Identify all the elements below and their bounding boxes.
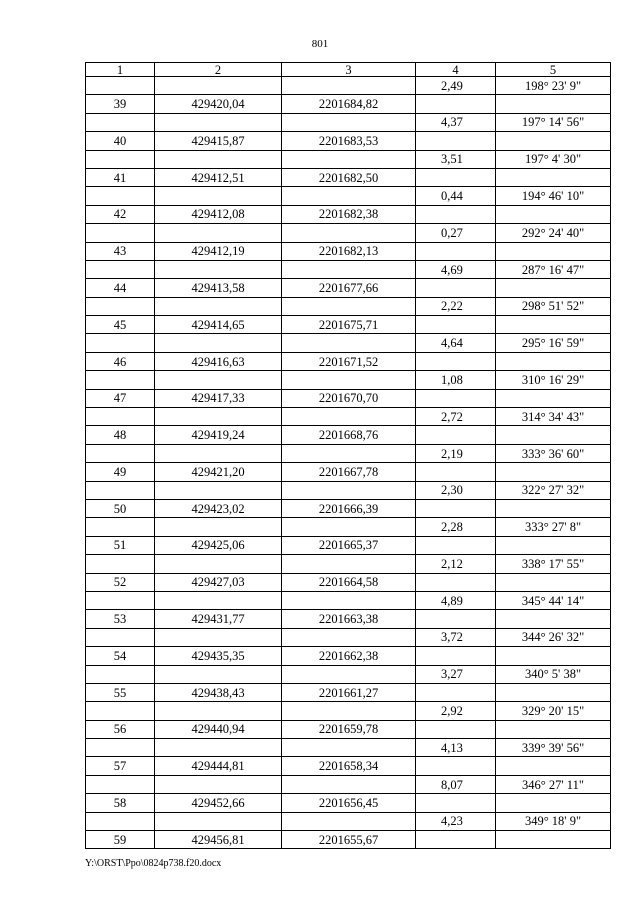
- table-row: [86, 463, 611, 481]
- bearing-cell: 346° 27' 11": [496, 775, 611, 793]
- distance-cell: 4,69: [416, 260, 496, 278]
- point-number-cell: [86, 444, 155, 462]
- x-coordinate-cell: 429419,24: [155, 426, 282, 444]
- y-coordinate-cell: [282, 444, 416, 462]
- bearing-cell: [496, 757, 611, 775]
- y-coordinate-cell: 2201671,52: [282, 352, 416, 370]
- y-coordinate-cell: 2201683,53: [282, 132, 416, 150]
- bearing-cell: [496, 794, 611, 812]
- point-number-cell: [86, 224, 155, 242]
- distance-cell: 4,64: [416, 334, 496, 352]
- bearing-cell: [496, 389, 611, 407]
- bearing-cell: 310° 16' 29": [496, 371, 611, 389]
- x-coordinate-cell: [155, 518, 282, 536]
- bearing-cell: 298° 51' 52": [496, 297, 611, 315]
- x-coordinate-cell: [155, 444, 282, 462]
- table-row: [86, 316, 611, 334]
- point-number-cell: 57: [86, 757, 155, 775]
- y-coordinate-cell: [282, 702, 416, 720]
- point-number-cell: 45: [86, 316, 155, 334]
- bearing-cell: 198° 23' 9": [496, 77, 611, 95]
- point-number-cell: [86, 665, 155, 683]
- bearing-cell: 344° 26' 32": [496, 628, 611, 646]
- point-number-cell: 42: [86, 205, 155, 223]
- x-coordinate-cell: 429456,81: [155, 831, 282, 849]
- distance-cell: [416, 757, 496, 775]
- point-number-cell: [86, 739, 155, 757]
- distance-cell: [416, 831, 496, 849]
- distance-cell: [416, 279, 496, 297]
- x-coordinate-cell: 429425,06: [155, 536, 282, 554]
- header-row: [86, 63, 611, 77]
- table-row: [86, 775, 611, 793]
- header-col-3: 3: [282, 63, 416, 77]
- point-number-cell: [86, 702, 155, 720]
- table-row: [86, 187, 611, 205]
- distance-cell: 2,19: [416, 444, 496, 462]
- bearing-cell: [496, 316, 611, 334]
- distance-cell: 2,12: [416, 555, 496, 573]
- point-number-cell: 55: [86, 683, 155, 701]
- point-number-cell: [86, 260, 155, 278]
- bearing-cell: [496, 536, 611, 554]
- distance-cell: 2,30: [416, 481, 496, 499]
- distance-cell: [416, 389, 496, 407]
- point-number-cell: [86, 555, 155, 573]
- y-coordinate-cell: [282, 297, 416, 315]
- table-row: [86, 665, 611, 683]
- point-number-cell: [86, 591, 155, 609]
- distance-cell: [416, 205, 496, 223]
- point-number-cell: 49: [86, 463, 155, 481]
- x-coordinate-cell: 429420,04: [155, 95, 282, 113]
- table-row: [86, 812, 611, 830]
- y-coordinate-cell: [282, 628, 416, 646]
- y-coordinate-cell: [282, 775, 416, 793]
- distance-cell: [416, 426, 496, 444]
- y-coordinate-cell: 2201658,34: [282, 757, 416, 775]
- header-col-1: 1: [86, 63, 155, 77]
- x-coordinate-cell: [155, 371, 282, 389]
- point-number-cell: [86, 775, 155, 793]
- point-number-cell: [86, 371, 155, 389]
- x-coordinate-cell: 429412,19: [155, 242, 282, 260]
- table-row: [86, 297, 611, 315]
- distance-cell: 2,22: [416, 297, 496, 315]
- distance-cell: 8,07: [416, 775, 496, 793]
- point-number-cell: 53: [86, 610, 155, 628]
- distance-cell: [416, 316, 496, 334]
- x-coordinate-cell: [155, 187, 282, 205]
- table-body: [86, 77, 611, 849]
- x-coordinate-cell: 429435,35: [155, 647, 282, 665]
- table-row: [86, 242, 611, 260]
- y-coordinate-cell: [282, 150, 416, 168]
- table-row: [86, 555, 611, 573]
- table-row: [86, 499, 611, 517]
- x-coordinate-cell: 429440,94: [155, 720, 282, 738]
- header-col-4: 4: [416, 63, 496, 77]
- distance-cell: 2,49: [416, 77, 496, 95]
- bearing-cell: 340° 5' 38": [496, 665, 611, 683]
- x-coordinate-cell: [155, 334, 282, 352]
- y-coordinate-cell: 2201661,27: [282, 683, 416, 701]
- distance-cell: 0,27: [416, 224, 496, 242]
- x-coordinate-cell: 429423,02: [155, 499, 282, 517]
- point-number-cell: [86, 628, 155, 646]
- bearing-cell: [496, 132, 611, 150]
- bearing-cell: 345° 44' 14": [496, 591, 611, 609]
- point-number-cell: 47: [86, 389, 155, 407]
- table-row: [86, 444, 611, 462]
- distance-cell: 4,13: [416, 739, 496, 757]
- y-coordinate-cell: 2201682,13: [282, 242, 416, 260]
- table-row: [86, 647, 611, 665]
- x-coordinate-cell: [155, 77, 282, 95]
- table-row: [86, 683, 611, 701]
- distance-cell: [416, 499, 496, 517]
- point-number-cell: [86, 812, 155, 830]
- bearing-cell: 339° 39' 56": [496, 739, 611, 757]
- point-number-cell: 46: [86, 352, 155, 370]
- bearing-cell: [496, 426, 611, 444]
- y-coordinate-cell: [282, 408, 416, 426]
- table-row: [86, 279, 611, 297]
- table-row: [86, 481, 611, 499]
- table-row: [86, 702, 611, 720]
- bearing-cell: [496, 205, 611, 223]
- table-row: [86, 831, 611, 849]
- bearing-cell: [496, 831, 611, 849]
- y-coordinate-cell: [282, 334, 416, 352]
- y-coordinate-cell: 2201665,37: [282, 536, 416, 554]
- y-coordinate-cell: 2201670,70: [282, 389, 416, 407]
- y-coordinate-cell: 2201682,38: [282, 205, 416, 223]
- y-coordinate-cell: 2201666,39: [282, 499, 416, 517]
- point-number-cell: [86, 481, 155, 499]
- distance-cell: 2,92: [416, 702, 496, 720]
- point-number-cell: 59: [86, 831, 155, 849]
- distance-cell: 2,28: [416, 518, 496, 536]
- distance-cell: [416, 573, 496, 591]
- distance-cell: [416, 168, 496, 186]
- distance-cell: [416, 536, 496, 554]
- y-coordinate-cell: [282, 187, 416, 205]
- distance-cell: 3,72: [416, 628, 496, 646]
- x-coordinate-cell: [155, 150, 282, 168]
- y-coordinate-cell: 2201662,38: [282, 647, 416, 665]
- point-number-cell: 58: [86, 794, 155, 812]
- table-header: [86, 63, 611, 77]
- x-coordinate-cell: [155, 665, 282, 683]
- table-row: [86, 334, 611, 352]
- y-coordinate-cell: [282, 739, 416, 757]
- bearing-cell: [496, 573, 611, 591]
- file-path-footer: Y:\ORST\Ppo\0824p738.f20.docx: [85, 858, 222, 869]
- distance-cell: [416, 242, 496, 260]
- distance-cell: [416, 683, 496, 701]
- bearing-cell: 292° 24' 40": [496, 224, 611, 242]
- x-coordinate-cell: 429417,33: [155, 389, 282, 407]
- point-number-cell: [86, 77, 155, 95]
- table-row: [86, 757, 611, 775]
- distance-cell: 0,44: [416, 187, 496, 205]
- distance-cell: 4,23: [416, 812, 496, 830]
- bearing-cell: 197° 4' 30": [496, 150, 611, 168]
- table-row: [86, 95, 611, 113]
- x-coordinate-cell: [155, 628, 282, 646]
- x-coordinate-cell: 429413,58: [155, 279, 282, 297]
- table-row: [86, 518, 611, 536]
- point-number-cell: 41: [86, 168, 155, 186]
- bearing-cell: [496, 352, 611, 370]
- y-coordinate-cell: [282, 77, 416, 95]
- bearing-cell: 197° 14' 56": [496, 113, 611, 131]
- table-row: [86, 408, 611, 426]
- x-coordinate-cell: [155, 702, 282, 720]
- y-coordinate-cell: 2201655,67: [282, 831, 416, 849]
- y-coordinate-cell: 2201663,38: [282, 610, 416, 628]
- bearing-cell: 295° 16' 59": [496, 334, 611, 352]
- table-row: [86, 426, 611, 444]
- bearing-cell: 329° 20' 15": [496, 702, 611, 720]
- x-coordinate-cell: [155, 260, 282, 278]
- y-coordinate-cell: 2201664,58: [282, 573, 416, 591]
- table-row: [86, 352, 611, 370]
- bearing-cell: [496, 279, 611, 297]
- table-row: [86, 371, 611, 389]
- distance-cell: 2,72: [416, 408, 496, 426]
- table-row: [86, 720, 611, 738]
- distance-cell: [416, 610, 496, 628]
- distance-cell: 3,27: [416, 665, 496, 683]
- table-row: [86, 389, 611, 407]
- table-row: [86, 536, 611, 554]
- point-number-cell: 54: [86, 647, 155, 665]
- bearing-cell: 333° 36' 60": [496, 444, 611, 462]
- x-coordinate-cell: 429438,43: [155, 683, 282, 701]
- distance-cell: [416, 352, 496, 370]
- x-coordinate-cell: 429444,81: [155, 757, 282, 775]
- y-coordinate-cell: 2201659,78: [282, 720, 416, 738]
- x-coordinate-cell: [155, 591, 282, 609]
- table-row: [86, 205, 611, 223]
- point-number-cell: [86, 187, 155, 205]
- bearing-cell: 194° 46' 10": [496, 187, 611, 205]
- table-row: [86, 168, 611, 186]
- point-number-cell: 50: [86, 499, 155, 517]
- coordinates-table: [85, 62, 611, 849]
- y-coordinate-cell: [282, 591, 416, 609]
- distance-cell: [416, 95, 496, 113]
- table-row: [86, 132, 611, 150]
- y-coordinate-cell: 2201656,45: [282, 794, 416, 812]
- y-coordinate-cell: [282, 518, 416, 536]
- x-coordinate-cell: [155, 812, 282, 830]
- distance-cell: 4,89: [416, 591, 496, 609]
- point-number-cell: 56: [86, 720, 155, 738]
- table-row: [86, 150, 611, 168]
- point-number-cell: [86, 297, 155, 315]
- bearing-cell: [496, 242, 611, 260]
- y-coordinate-cell: [282, 260, 416, 278]
- x-coordinate-cell: [155, 408, 282, 426]
- header-col-2: 2: [155, 63, 282, 77]
- distance-cell: 1,08: [416, 371, 496, 389]
- point-number-cell: 39: [86, 95, 155, 113]
- distance-cell: [416, 463, 496, 481]
- y-coordinate-cell: 2201677,66: [282, 279, 416, 297]
- x-coordinate-cell: [155, 297, 282, 315]
- bearing-cell: [496, 95, 611, 113]
- point-number-cell: [86, 518, 155, 536]
- point-number-cell: [86, 113, 155, 131]
- table-row: [86, 113, 611, 131]
- y-coordinate-cell: [282, 224, 416, 242]
- bearing-cell: [496, 463, 611, 481]
- bearing-cell: 338° 17' 55": [496, 555, 611, 573]
- x-coordinate-cell: 429452,66: [155, 794, 282, 812]
- y-coordinate-cell: [282, 555, 416, 573]
- x-coordinate-cell: [155, 113, 282, 131]
- x-coordinate-cell: 429431,77: [155, 610, 282, 628]
- y-coordinate-cell: 2201668,76: [282, 426, 416, 444]
- table-row: [86, 224, 611, 242]
- bearing-cell: [496, 610, 611, 628]
- distance-cell: [416, 132, 496, 150]
- distance-cell: [416, 647, 496, 665]
- x-coordinate-cell: 429415,87: [155, 132, 282, 150]
- x-coordinate-cell: [155, 775, 282, 793]
- y-coordinate-cell: [282, 371, 416, 389]
- point-number-cell: 43: [86, 242, 155, 260]
- table-row: [86, 573, 611, 591]
- point-number-cell: 51: [86, 536, 155, 554]
- x-coordinate-cell: [155, 555, 282, 573]
- distance-cell: 3,51: [416, 150, 496, 168]
- x-coordinate-cell: 429412,51: [155, 168, 282, 186]
- point-number-cell: 52: [86, 573, 155, 591]
- header-col-5: 5: [496, 63, 611, 77]
- bearing-cell: [496, 647, 611, 665]
- point-number-cell: 48: [86, 426, 155, 444]
- page-number: 801: [311, 38, 329, 50]
- x-coordinate-cell: [155, 481, 282, 499]
- y-coordinate-cell: 2201682,50: [282, 168, 416, 186]
- x-coordinate-cell: 429412,08: [155, 205, 282, 223]
- bearing-cell: 314° 34' 43": [496, 408, 611, 426]
- point-number-cell: [86, 334, 155, 352]
- y-coordinate-cell: 2201667,78: [282, 463, 416, 481]
- y-coordinate-cell: 2201675,71: [282, 316, 416, 334]
- bearing-cell: 287° 16' 47": [496, 260, 611, 278]
- y-coordinate-cell: 2201684,82: [282, 95, 416, 113]
- x-coordinate-cell: 429427,03: [155, 573, 282, 591]
- y-coordinate-cell: [282, 665, 416, 683]
- distance-cell: [416, 720, 496, 738]
- bearing-cell: 349° 18' 9": [496, 812, 611, 830]
- x-coordinate-cell: 429421,20: [155, 463, 282, 481]
- bearing-cell: [496, 720, 611, 738]
- x-coordinate-cell: 429414,65: [155, 316, 282, 334]
- point-number-cell: 40: [86, 132, 155, 150]
- table-row: [86, 77, 611, 95]
- x-coordinate-cell: [155, 739, 282, 757]
- point-number-cell: [86, 408, 155, 426]
- point-number-cell: [86, 150, 155, 168]
- x-coordinate-cell: 429416,63: [155, 352, 282, 370]
- table-row: [86, 739, 611, 757]
- table-row: [86, 794, 611, 812]
- table-row: [86, 628, 611, 646]
- distance-cell: [416, 794, 496, 812]
- x-coordinate-cell: [155, 224, 282, 242]
- bearing-cell: [496, 168, 611, 186]
- table-row: [86, 591, 611, 609]
- distance-cell: 4,37: [416, 113, 496, 131]
- bearing-cell: [496, 499, 611, 517]
- table-row: [86, 610, 611, 628]
- point-number-cell: 44: [86, 279, 155, 297]
- bearing-cell: [496, 683, 611, 701]
- y-coordinate-cell: [282, 113, 416, 131]
- y-coordinate-cell: [282, 481, 416, 499]
- bearing-cell: 333° 27' 8": [496, 518, 611, 536]
- bearing-cell: 322° 27' 32": [496, 481, 611, 499]
- table-row: [86, 260, 611, 278]
- y-coordinate-cell: [282, 812, 416, 830]
